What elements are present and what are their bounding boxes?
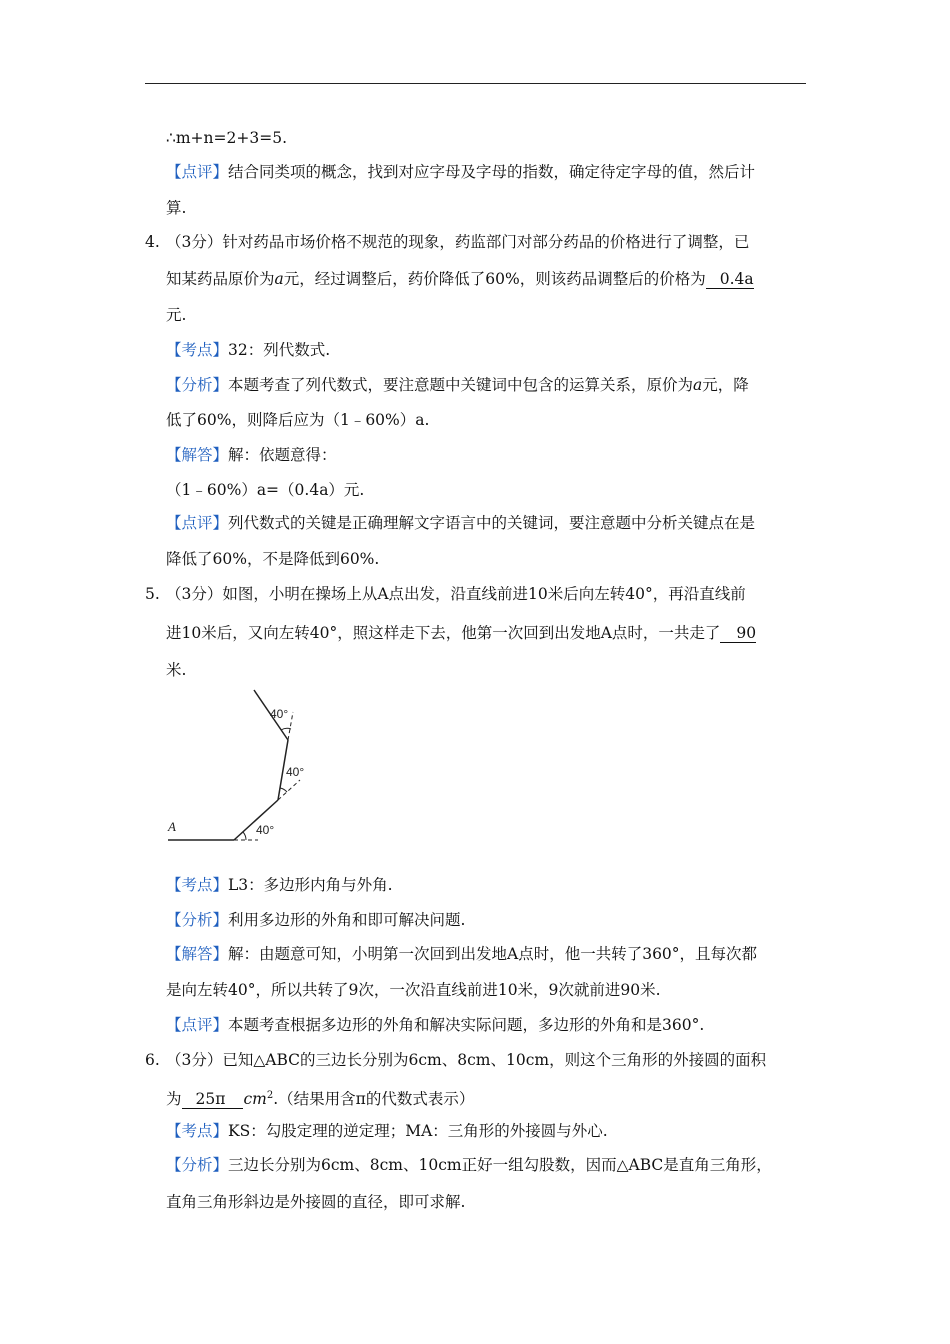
kaodian-tag: 【考点】 <box>166 1122 229 1140</box>
kaodian-line <box>166 875 393 895</box>
question-text <box>166 623 756 643</box>
kaodian-text: L3：多边形内角与外角. <box>228 876 393 894</box>
text-span: 进10米后，又向左转40°，照这样走下去，他第一次回到出发地A点时，一共走了 <box>166 624 721 642</box>
fenxi-text: 利用多边形的外角和即可解决问题. <box>228 911 466 929</box>
answer-value: 25π <box>195 1090 226 1109</box>
text-span: .（结果用含π的代数式表示） <box>273 1090 475 1109</box>
text-line: 低了60%，则降后应为（1﹣60%）a. <box>166 411 430 429</box>
kaodian-tag: 【考点】 <box>166 876 229 894</box>
text-span: 为 <box>166 1090 182 1109</box>
question-number: 4. <box>145 233 160 251</box>
text-span: 知某药品原价为 <box>166 270 275 288</box>
fenxi-text: 三边长分别为6cm、8cm、10cm正好一组勾股数，因而△ABC是直角三角形， <box>228 1156 772 1174</box>
jieda-tag: 【解答】 <box>166 446 229 464</box>
answer-value: 0.4a <box>719 270 754 288</box>
walking-path-figure <box>160 688 320 848</box>
comment-text: 列代数式的关键是正确理解文字语言中的关键词，要注意题中分析关键点在是 <box>228 514 756 532</box>
jieda-line <box>166 445 337 465</box>
kaodian-text: 32：列代数式. <box>228 341 331 359</box>
text-line: 降低了60%，不是降低到60%. <box>166 550 380 568</box>
question-text <box>166 269 754 289</box>
answer-blank <box>182 1090 244 1109</box>
kaodian-tag: 【考点】 <box>166 341 229 359</box>
question-text: （3分）如图，小明在操场上从A点出发，沿直线前进10米后向左转40°，再沿直线前 <box>166 585 746 603</box>
var-a: a <box>693 376 703 394</box>
point-label-a: A <box>168 819 176 834</box>
var-a: a <box>274 270 284 288</box>
angle-label: 40° <box>270 707 289 721</box>
question-text: （3分）已知△ABC的三边长分别为6cm、8cm、10cm，则这个三角形的外接圆的面积 <box>166 1051 767 1069</box>
kaodian-line <box>166 1121 608 1141</box>
comment-text: 结合同类项的概念，找到对应字母及字母的指数，确定待定字母的值，然后计 <box>228 163 756 181</box>
angle-label: 40° <box>286 765 305 779</box>
comment-line <box>166 162 755 182</box>
extension-dashed <box>288 712 293 740</box>
fenxi-text: 本题考查了列代数式，要注意题中关键词中包含的运算关系，原价为 <box>228 376 694 394</box>
jieda-tag: 【解答】 <box>166 945 229 963</box>
answer-blank <box>706 270 754 289</box>
fenxi-text: 元，降 <box>702 376 749 394</box>
comment-line <box>166 1015 704 1035</box>
header-rule <box>145 83 806 84</box>
fenxi-tag: 【分析】 <box>166 911 229 929</box>
angle-label: 40° <box>256 823 275 837</box>
comment-tag: 【点评】 <box>166 1016 229 1034</box>
comment-tag: 【点评】 <box>166 514 229 532</box>
angle-arc <box>280 788 287 792</box>
angle-arc <box>243 832 246 840</box>
text-span: 元，经过调整后，药价降低了60%，则该药品调整后的价格为 <box>283 270 706 288</box>
text-line: 米. <box>166 661 187 679</box>
fenxi-tag: 【分析】 <box>166 376 229 394</box>
text-line: （1﹣60%）a=（0.4a）元. <box>166 481 365 499</box>
answer-blank <box>720 624 756 643</box>
answer-value: 90 <box>736 624 757 642</box>
text-line: 元. <box>166 306 187 324</box>
unit-exponent: 2 <box>266 1090 274 1101</box>
kaodian-line <box>166 340 330 360</box>
fenxi-line <box>166 910 465 930</box>
question-number: 5. <box>145 585 160 603</box>
fenxi-line <box>166 1155 772 1175</box>
question-number: 6. <box>145 1051 160 1069</box>
text-line: 算. <box>166 199 187 217</box>
unit-cm: cm <box>243 1090 267 1109</box>
fenxi-tag: 【分析】 <box>166 1156 229 1174</box>
text-line: ∴m+n=2+3=5. <box>166 129 288 147</box>
jieda-text: 解：依题意得： <box>228 446 337 464</box>
text-line: 直角三角形斜边是外接圆的直径，即可求解. <box>166 1193 466 1211</box>
text-line: 是向左转40°，所以共转了9次，一次沿直线前进10米，9次就前进90米. <box>166 981 661 999</box>
jieda-line <box>166 944 757 964</box>
question-text: （3分）针对药品市场价格不规范的现象，药监部门对部分药品的价格进行了调整，已 <box>166 233 750 251</box>
comment-line <box>166 513 755 533</box>
comment-tag: 【点评】 <box>166 163 229 181</box>
kaodian-text: KS：勾股定理的逆定理；MA：三角形的外接圆与外心. <box>228 1122 608 1140</box>
jieda-text: 解：由题意可知，小明第一次回到出发地A点时，他一共转了360°，且每次都 <box>228 945 758 963</box>
comment-text: 本题考查根据多边形的外角和解决实际问题，多边形的外角和是360°. <box>228 1016 705 1034</box>
question-text <box>166 1086 474 1109</box>
fenxi-line <box>166 375 749 395</box>
